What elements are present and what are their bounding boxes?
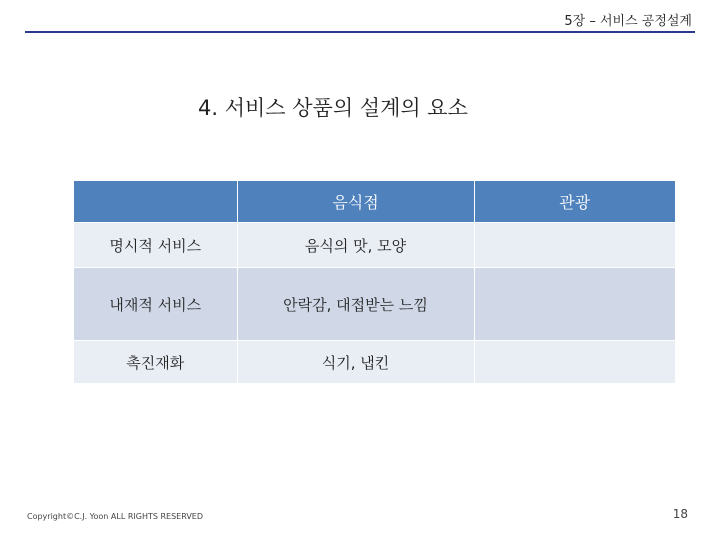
slide-title: 4. 서비스 상품의 설계의 요소: [198, 96, 468, 120]
restaurant-cell: 안락감, 대접받는 느낌: [237, 268, 474, 341]
tourism-cell: [474, 268, 675, 341]
table-row: [74, 223, 675, 268]
chapter-title: 5장 – 서비스 공정설계: [564, 14, 692, 29]
header-divider: [25, 31, 695, 33]
row-label: 내재적 서비스: [74, 268, 237, 341]
table-header-cell: [74, 181, 237, 223]
restaurant-cell: 음식의 맛, 모양: [237, 223, 474, 268]
copyright-notice: Copyright©C.J. Yoon ALL RIGHTS RESERVED: [27, 512, 204, 521]
tourism-cell: [474, 341, 675, 384]
table-header-cell: 음식점: [237, 181, 474, 223]
row-label: 촉진재화: [74, 341, 237, 384]
tourism-cell: [474, 223, 675, 268]
table-header-row: [74, 181, 675, 223]
table-row: [74, 341, 675, 384]
design-elements-table: [74, 181, 675, 383]
table-header-cell: 관광: [474, 181, 675, 223]
row-label: 명시적 서비스: [74, 223, 237, 268]
page-number: 18: [672, 507, 688, 521]
table-row: [74, 268, 675, 341]
restaurant-cell: 식기, 냅킨: [237, 341, 474, 384]
